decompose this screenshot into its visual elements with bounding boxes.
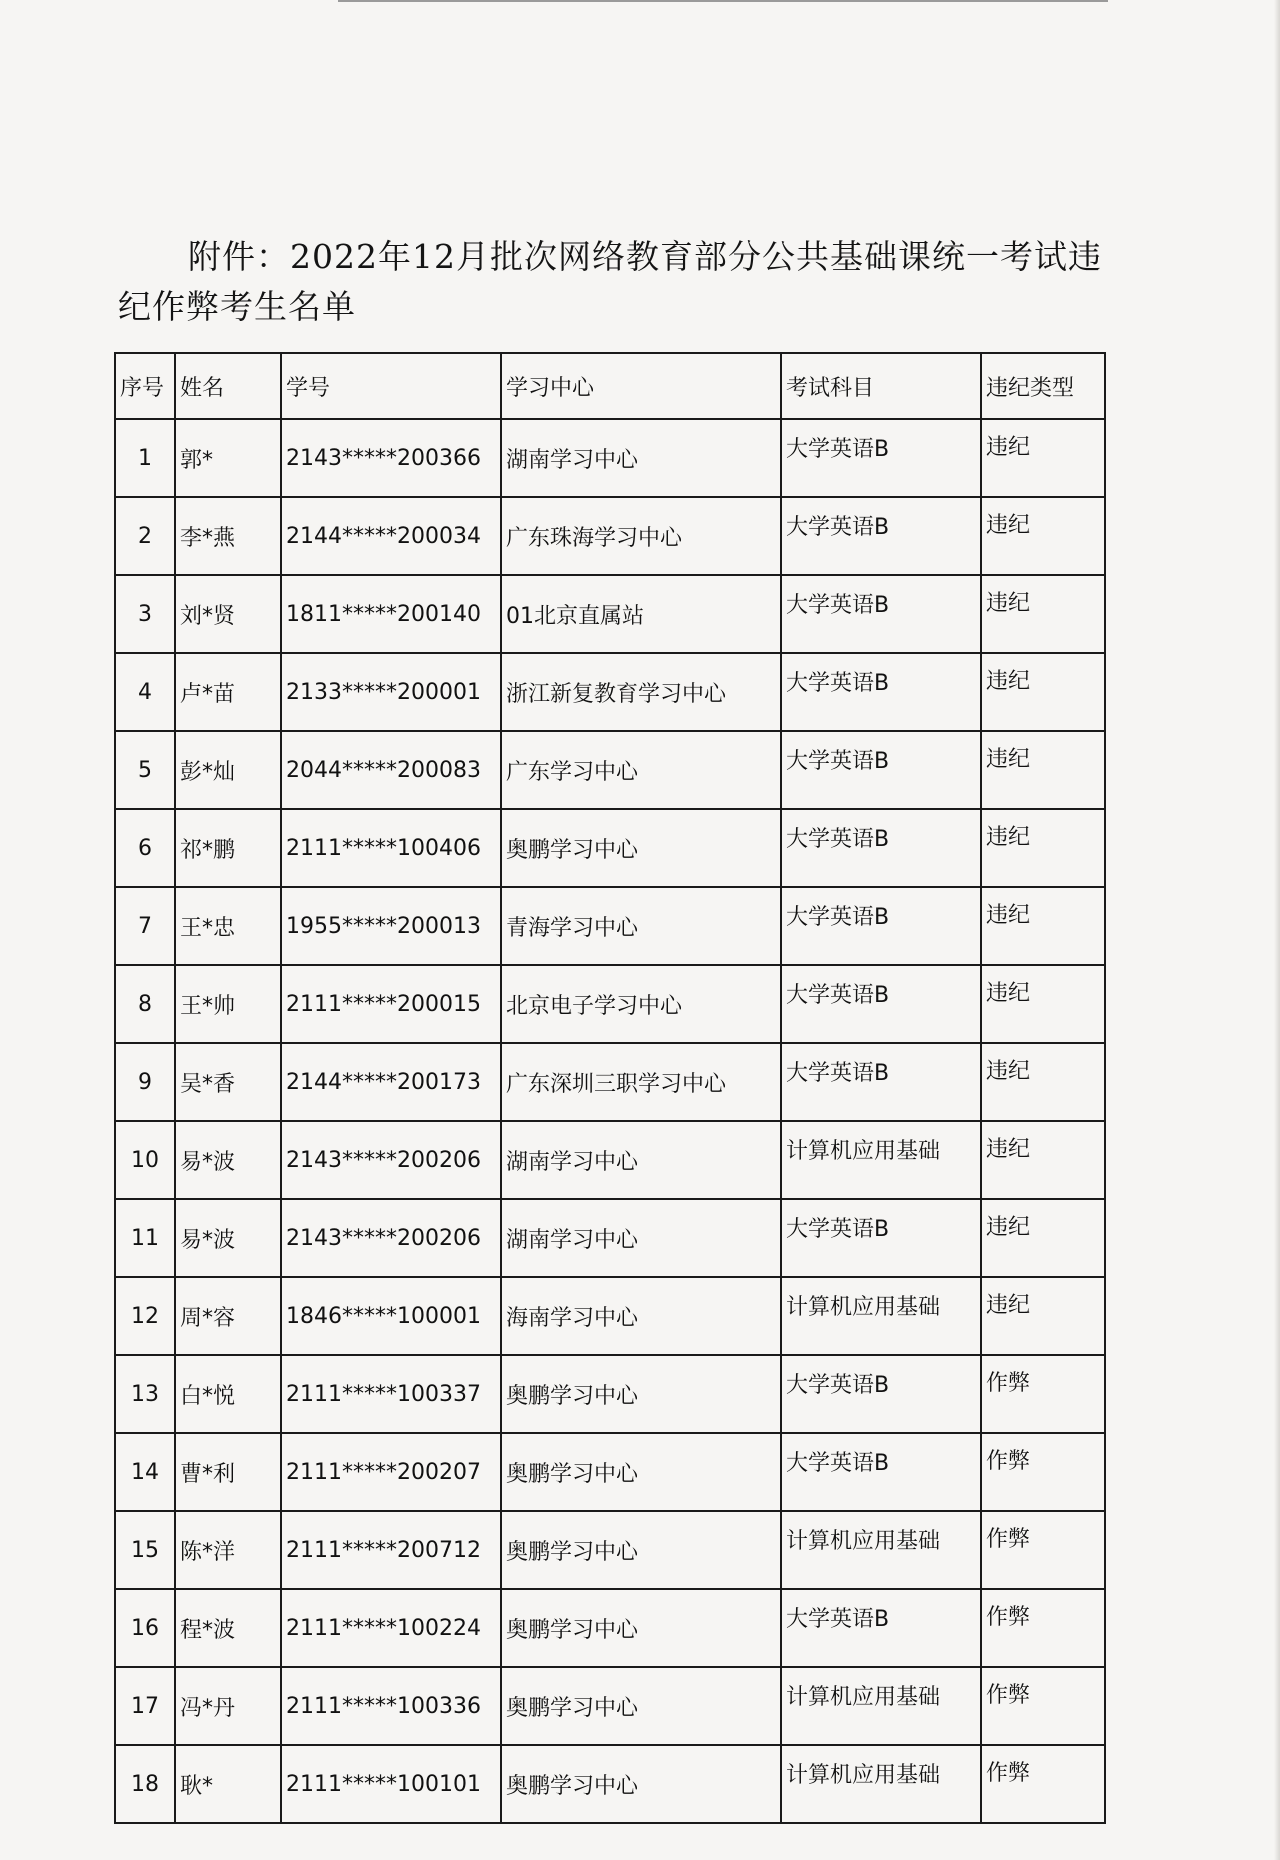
cell-student-id: 2111*****100101: [281, 1745, 501, 1823]
table-row: [115, 1511, 1105, 1589]
cell-type: 作弊: [981, 1745, 1105, 1823]
cell-student-id: 2111*****100336: [281, 1667, 501, 1745]
cell-type: 违纪: [981, 809, 1105, 887]
cell-subject: 大学英语B: [781, 1589, 981, 1667]
table-row: [115, 1589, 1105, 1667]
cell-student-id: 2143*****200366: [281, 419, 501, 497]
cell-name: 白*悦: [175, 1355, 281, 1433]
document-title: [118, 232, 1102, 332]
table-row: [115, 887, 1105, 965]
cell-name: 李*燕: [175, 497, 281, 575]
cell-subject: 大学英语B: [781, 419, 981, 497]
table-row: [115, 653, 1105, 731]
header-no: 序号: [115, 353, 175, 419]
cell-name: 曹*利: [175, 1433, 281, 1511]
cell-student-id: 1811*****200140: [281, 575, 501, 653]
scan-edge-shadow: [1274, 0, 1280, 1860]
cell-student-id: 2044*****200083: [281, 731, 501, 809]
cell-center: 广东深圳三职学习中心: [501, 1043, 781, 1121]
cell-type: 作弊: [981, 1511, 1105, 1589]
cell-student-id: 2111*****200207: [281, 1433, 501, 1511]
cell-subject: 大学英语B: [781, 1043, 981, 1121]
header-name: 姓名: [175, 353, 281, 419]
cell-type: 违纪: [981, 1043, 1105, 1121]
table-body: [115, 419, 1105, 1823]
cell-center: 奥鹏学习中心: [501, 1355, 781, 1433]
cell-type: 违纪: [981, 1121, 1105, 1199]
cell-no: 2: [115, 497, 175, 575]
cell-name: 郭*: [175, 419, 281, 497]
table-row: [115, 731, 1105, 809]
cell-type: 作弊: [981, 1355, 1105, 1433]
cell-student-id: 1955*****200013: [281, 887, 501, 965]
cell-type: 作弊: [981, 1667, 1105, 1745]
header-type: 违纪类型: [981, 353, 1105, 419]
cell-name: 程*波: [175, 1589, 281, 1667]
cell-type: 违纪: [981, 965, 1105, 1043]
cell-no: 13: [115, 1355, 175, 1433]
title-line-1: 附件：2022年12月批次网络教育部分公共基础课统一考试违: [188, 237, 1102, 276]
cell-name: 刘*贤: [175, 575, 281, 653]
table-row: [115, 1199, 1105, 1277]
cell-subject: 计算机应用基础: [781, 1511, 981, 1589]
cell-type: 违纪: [981, 1277, 1105, 1355]
cell-type: 违纪: [981, 731, 1105, 809]
cell-student-id: 2111*****100337: [281, 1355, 501, 1433]
table-row: [115, 1667, 1105, 1745]
cell-no: 5: [115, 731, 175, 809]
cell-no: 1: [115, 419, 175, 497]
cell-center: 广东珠海学习中心: [501, 497, 781, 575]
cell-type: 违纪: [981, 653, 1105, 731]
cell-center: 海南学习中心: [501, 1277, 781, 1355]
cell-center: 湖南学习中心: [501, 1199, 781, 1277]
table-row: [115, 419, 1105, 497]
cell-center: 浙江新复教育学习中心: [501, 653, 781, 731]
title-line-2: 纪作弊考生名单: [118, 287, 356, 326]
cell-center: 奥鹏学习中心: [501, 809, 781, 887]
header-subject: 考试科目: [781, 353, 981, 419]
cell-no: 3: [115, 575, 175, 653]
cell-student-id: 1846*****100001: [281, 1277, 501, 1355]
cell-no: 12: [115, 1277, 175, 1355]
cell-no: 15: [115, 1511, 175, 1589]
cell-center: 奥鹏学习中心: [501, 1667, 781, 1745]
cell-student-id: 2143*****200206: [281, 1199, 501, 1277]
cell-name: 易*波: [175, 1199, 281, 1277]
cell-subject: 计算机应用基础: [781, 1745, 981, 1823]
cell-type: 违纪: [981, 419, 1105, 497]
cell-no: 11: [115, 1199, 175, 1277]
table-row: [115, 575, 1105, 653]
cell-type: 作弊: [981, 1433, 1105, 1511]
cell-type: 违纪: [981, 1199, 1105, 1277]
cell-student-id: 2111*****100406: [281, 809, 501, 887]
cell-name: 王*忠: [175, 887, 281, 965]
cell-type: 作弊: [981, 1589, 1105, 1667]
cell-student-id: 2144*****200034: [281, 497, 501, 575]
table-row: [115, 1433, 1105, 1511]
cell-no: 18: [115, 1745, 175, 1823]
cell-center: 青海学习中心: [501, 887, 781, 965]
cell-name: 彭*灿: [175, 731, 281, 809]
cell-center: 广东学习中心: [501, 731, 781, 809]
cell-name: 吴*香: [175, 1043, 281, 1121]
cell-subject: 大学英语B: [781, 731, 981, 809]
violation-roster-table: [114, 352, 1106, 1824]
cell-subject: 大学英语B: [781, 887, 981, 965]
cell-type: 违纪: [981, 887, 1105, 965]
cell-subject: 大学英语B: [781, 653, 981, 731]
cell-name: 卢*苗: [175, 653, 281, 731]
table-row: [115, 1355, 1105, 1433]
cell-no: 17: [115, 1667, 175, 1745]
cell-name: 冯*丹: [175, 1667, 281, 1745]
cell-name: 耿*: [175, 1745, 281, 1823]
cell-subject: 大学英语B: [781, 809, 981, 887]
cell-center: 奥鹏学习中心: [501, 1511, 781, 1589]
cell-subject: 大学英语B: [781, 575, 981, 653]
cell-no: 9: [115, 1043, 175, 1121]
cell-name: 祁*鹏: [175, 809, 281, 887]
cell-student-id: 2133*****200001: [281, 653, 501, 731]
table-row: [115, 1745, 1105, 1823]
cell-subject: 计算机应用基础: [781, 1277, 981, 1355]
cell-student-id: 2111*****200712: [281, 1511, 501, 1589]
cell-center: 01北京直属站: [501, 575, 781, 653]
cell-student-id: 2144*****200173: [281, 1043, 501, 1121]
cell-no: 10: [115, 1121, 175, 1199]
cell-type: 违纪: [981, 497, 1105, 575]
table-header-row: [115, 353, 1105, 419]
cell-center: 湖南学习中心: [501, 1121, 781, 1199]
table-row: [115, 497, 1105, 575]
cell-subject: 大学英语B: [781, 1355, 981, 1433]
table-row: [115, 1043, 1105, 1121]
header-student-id: 学号: [281, 353, 501, 419]
cell-no: 8: [115, 965, 175, 1043]
cell-no: 6: [115, 809, 175, 887]
cell-type: 违纪: [981, 575, 1105, 653]
table-row: [115, 809, 1105, 887]
cell-center: 奥鹏学习中心: [501, 1745, 781, 1823]
cell-subject: 大学英语B: [781, 497, 981, 575]
cell-center: 奥鹏学习中心: [501, 1589, 781, 1667]
cell-subject: 大学英语B: [781, 965, 981, 1043]
cell-subject: 计算机应用基础: [781, 1121, 981, 1199]
scan-edge-line: [338, 0, 1108, 2]
cell-student-id: 2111*****100224: [281, 1589, 501, 1667]
cell-student-id: 2143*****200206: [281, 1121, 501, 1199]
cell-no: 16: [115, 1589, 175, 1667]
cell-subject: 计算机应用基础: [781, 1667, 981, 1745]
table-row: [115, 1277, 1105, 1355]
cell-center: 湖南学习中心: [501, 419, 781, 497]
cell-no: 7: [115, 887, 175, 965]
cell-name: 王*帅: [175, 965, 281, 1043]
table-row: [115, 965, 1105, 1043]
cell-no: 4: [115, 653, 175, 731]
table-row: [115, 1121, 1105, 1199]
cell-subject: 大学英语B: [781, 1199, 981, 1277]
cell-center: 北京电子学习中心: [501, 965, 781, 1043]
cell-student-id: 2111*****200015: [281, 965, 501, 1043]
header-center: 学习中心: [501, 353, 781, 419]
cell-name: 周*容: [175, 1277, 281, 1355]
cell-name: 陈*洋: [175, 1511, 281, 1589]
cell-no: 14: [115, 1433, 175, 1511]
cell-subject: 大学英语B: [781, 1433, 981, 1511]
cell-name: 易*波: [175, 1121, 281, 1199]
cell-center: 奥鹏学习中心: [501, 1433, 781, 1511]
